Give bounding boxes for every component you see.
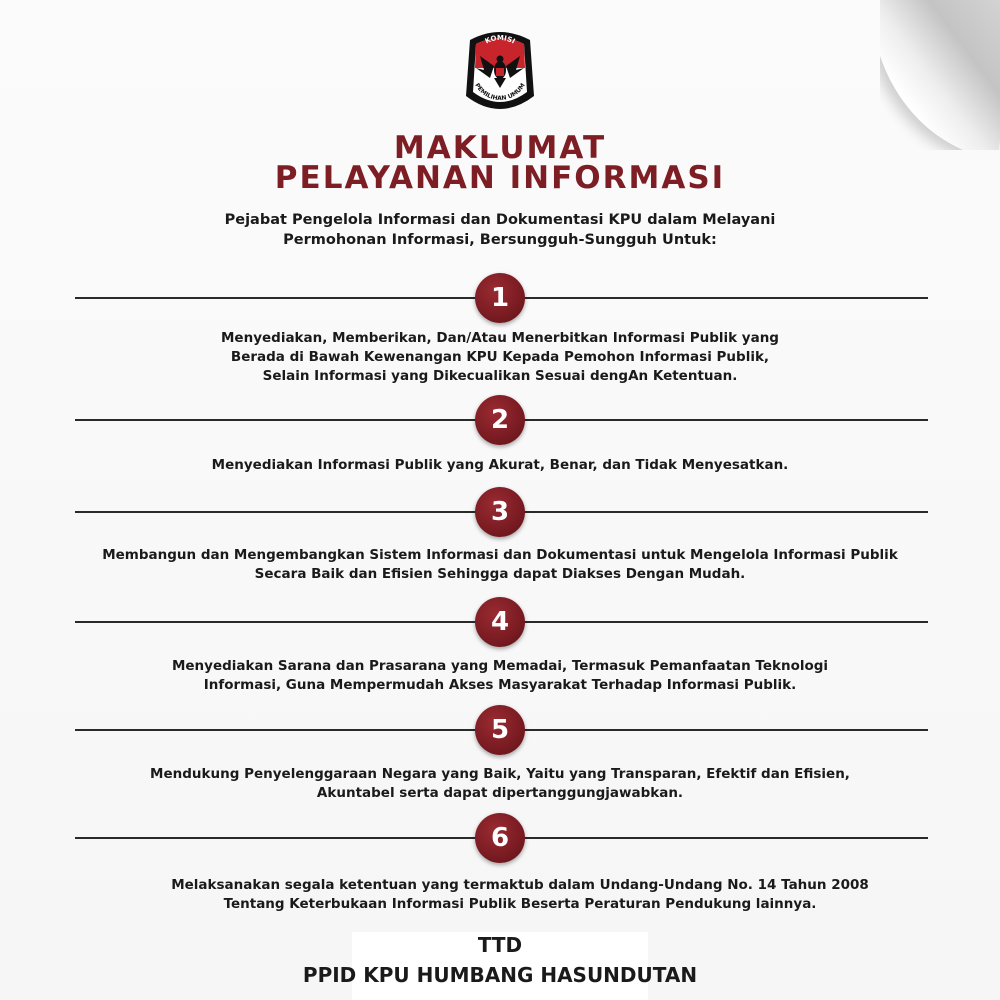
logo-bottom-text: PEMILIHAN UMUM bbox=[473, 82, 527, 103]
item-2-line-1: Menyediakan Informasi Publik yang Akurat, Benar, dan Tidak Menyesatkan. bbox=[211, 457, 789, 473]
intro-line-2: Permohonan Informasi, Bersungguh-Sungguh Untuk: bbox=[283, 232, 717, 248]
kpu-logo bbox=[460, 26, 540, 116]
item-number-badge: 2 bbox=[475, 395, 525, 445]
intro-text bbox=[150, 210, 850, 250]
item-2-description bbox=[60, 456, 940, 475]
item-5-line-2: Akuntabel serta dapat dipertanggungjawabkan. bbox=[316, 785, 684, 801]
kpu-emblem-icon bbox=[460, 26, 540, 116]
item-3-description bbox=[60, 546, 940, 584]
intro-line-1: Pejabat Pengelola Informasi dan Dokumentasi KPU dalam Melayani bbox=[224, 212, 776, 228]
item-4-description bbox=[60, 657, 940, 695]
item-5-description bbox=[60, 765, 940, 803]
item-1-description bbox=[60, 329, 940, 386]
item-4-line-1: Menyediakan Sarana dan Prasarana yang Memadai, Termasuk Pemanfaatan Teknologi bbox=[171, 658, 829, 674]
item-number-badge: 3 bbox=[475, 487, 525, 537]
item-5-line-1: Mendukung Penyelenggaraan Negara yang Baik, Yaitu yang Transparan, Efektif dan Efisien, bbox=[150, 766, 850, 782]
signature-ttd: TTD bbox=[477, 933, 523, 957]
item-1-line-1: Menyediakan, Memberikan, Dan/Atau Menerbitkan Informasi Publik yang bbox=[221, 330, 779, 346]
item-1-line-3: Selain Informasi yang Dikecualikan Sesuai dengAn Ketentuan. bbox=[262, 368, 738, 384]
signature-organization: PPID KPU HUMBANG HASUNDUTAN bbox=[302, 963, 698, 987]
item-1-line-2: Berada di Bawah Kewenangan KPU Kepada Pemohon Informasi Publik, bbox=[230, 349, 770, 365]
logo-top-text: KOMISI bbox=[483, 33, 517, 46]
item-number-badge: 4 bbox=[475, 597, 525, 647]
item-6-line-2: Tentang Keterbukaan Informasi Publik Beserta Peraturan Pendukung lainnya. bbox=[223, 896, 817, 912]
title-line-2: PELAYANAN INFORMASI bbox=[274, 160, 726, 196]
item-6-line-1: Melaksanakan segala ketentuan yang termaktub dalam Undang-Undang No. 14 Tahun 2008 bbox=[171, 877, 869, 893]
title-line-1: MAKLUMAT bbox=[393, 130, 607, 166]
item-3-line-2: Secara Baik dan Efisien Sehingga dapat Diakses Dengan Mudah. bbox=[254, 566, 746, 582]
item-number-badge: 1 bbox=[475, 273, 525, 323]
item-6-description bbox=[100, 876, 940, 914]
item-3-line-1: Membangun dan Mengembangkan Sistem Informasi dan Dokumentasi untuk Mengelola Informasi Publik bbox=[102, 547, 898, 563]
item-4-line-2: Informasi, Guna Mempermudah Akses Masyarakat Terhadap Informasi Publik. bbox=[203, 677, 797, 693]
item-number-badge: 6 bbox=[475, 813, 525, 863]
page-curl bbox=[880, 0, 1000, 150]
item-number-badge: 5 bbox=[475, 705, 525, 755]
